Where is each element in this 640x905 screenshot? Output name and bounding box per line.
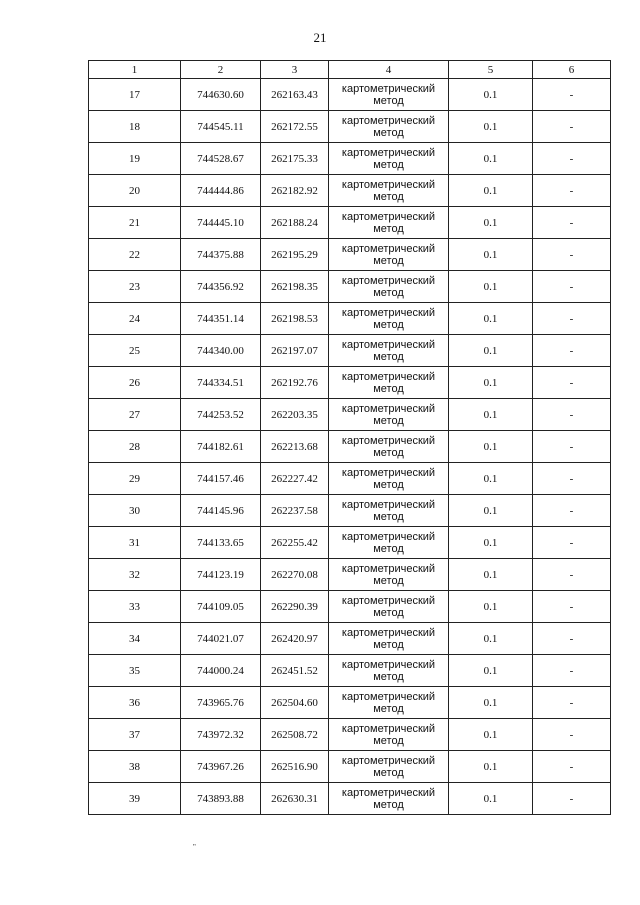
accuracy-cell: 0.1 [449, 79, 533, 111]
method-cell: картометрический метод [329, 399, 449, 431]
x-coordinate-cell: 744351.14 [181, 303, 261, 335]
note-cell: - [533, 527, 611, 559]
point-number-cell: 37 [89, 719, 181, 751]
y-coordinate-cell: 262198.53 [261, 303, 329, 335]
page-number: 21 [313, 30, 327, 45]
accuracy-cell: 0.1 [449, 623, 533, 655]
table-row [89, 399, 611, 431]
method-cell: картометрический метод [329, 623, 449, 655]
note-cell: - [533, 367, 611, 399]
accuracy-cell: 0.1 [449, 591, 533, 623]
note-cell: - [533, 239, 611, 271]
accuracy-cell: 0.1 [449, 239, 533, 271]
y-coordinate-cell: 262197.07 [261, 335, 329, 367]
accuracy-cell: 0.1 [449, 143, 533, 175]
table-row [89, 783, 611, 815]
y-coordinate-cell: 262504.60 [261, 687, 329, 719]
method-cell: картометрический метод [329, 303, 449, 335]
note-cell: - [533, 303, 611, 335]
method-cell: картометрический метод [329, 431, 449, 463]
point-number-cell: 21 [89, 207, 181, 239]
point-number-cell: 32 [89, 559, 181, 591]
accuracy-cell: 0.1 [449, 751, 533, 783]
note-cell: - [533, 687, 611, 719]
table-row [89, 207, 611, 239]
column-header: 3 [261, 61, 329, 79]
table-row [89, 559, 611, 591]
y-coordinate-cell: 262420.97 [261, 623, 329, 655]
note-cell: - [533, 111, 611, 143]
table-row [89, 303, 611, 335]
x-coordinate-cell: 744356.92 [181, 271, 261, 303]
point-number-cell: 31 [89, 527, 181, 559]
method-cell: картометрический метод [329, 239, 449, 271]
y-coordinate-cell: 262451.52 [261, 655, 329, 687]
method-cell: картометрический метод [329, 271, 449, 303]
method-cell: картометрический метод [329, 495, 449, 527]
point-number-cell: 24 [89, 303, 181, 335]
accuracy-cell: 0.1 [449, 175, 533, 207]
note-cell: - [533, 463, 611, 495]
note-cell: - [533, 335, 611, 367]
note-cell: - [533, 175, 611, 207]
note-cell: - [533, 719, 611, 751]
method-cell: картометрический метод [329, 175, 449, 207]
x-coordinate-cell: 744444.86 [181, 175, 261, 207]
point-number-cell: 35 [89, 655, 181, 687]
x-coordinate-cell: 744000.24 [181, 655, 261, 687]
table-body [89, 79, 611, 815]
y-coordinate-cell: 262203.35 [261, 399, 329, 431]
x-coordinate-cell: 744182.61 [181, 431, 261, 463]
method-cell: картометрический метод [329, 559, 449, 591]
method-cell: картометрический метод [329, 111, 449, 143]
accuracy-cell: 0.1 [449, 207, 533, 239]
x-coordinate-cell: 744630.60 [181, 79, 261, 111]
point-number-cell: 25 [89, 335, 181, 367]
accuracy-cell: 0.1 [449, 527, 533, 559]
accuracy-cell: 0.1 [449, 719, 533, 751]
note-cell: - [533, 495, 611, 527]
scan-mark: " [193, 843, 196, 851]
note-cell: - [533, 623, 611, 655]
table-row [89, 175, 611, 207]
y-coordinate-cell: 262255.42 [261, 527, 329, 559]
method-cell: картометрический метод [329, 783, 449, 815]
method-cell: картометрический метод [329, 527, 449, 559]
point-number-cell: 29 [89, 463, 181, 495]
point-number-cell: 39 [89, 783, 181, 815]
table-row [89, 527, 611, 559]
point-number-cell: 36 [89, 687, 181, 719]
y-coordinate-cell: 262508.72 [261, 719, 329, 751]
point-number-cell: 22 [89, 239, 181, 271]
column-header: 1 [89, 61, 181, 79]
y-coordinate-cell: 262195.29 [261, 239, 329, 271]
y-coordinate-cell: 262175.33 [261, 143, 329, 175]
note-cell: - [533, 783, 611, 815]
coordinates-table [88, 60, 611, 815]
point-number-cell: 38 [89, 751, 181, 783]
point-number-cell: 34 [89, 623, 181, 655]
method-cell: картометрический метод [329, 591, 449, 623]
x-coordinate-cell: 744133.65 [181, 527, 261, 559]
point-number-cell: 18 [89, 111, 181, 143]
table-row [89, 495, 611, 527]
y-coordinate-cell: 262227.42 [261, 463, 329, 495]
point-number-cell: 30 [89, 495, 181, 527]
method-cell: картометрический метод [329, 143, 449, 175]
y-coordinate-cell: 262163.43 [261, 79, 329, 111]
table-row [89, 719, 611, 751]
y-coordinate-cell: 262516.90 [261, 751, 329, 783]
table-row [89, 751, 611, 783]
method-cell: картометрический метод [329, 719, 449, 751]
accuracy-cell: 0.1 [449, 431, 533, 463]
table-row [89, 463, 611, 495]
accuracy-cell: 0.1 [449, 463, 533, 495]
accuracy-cell: 0.1 [449, 303, 533, 335]
method-cell: картометрический метод [329, 463, 449, 495]
y-coordinate-cell: 262213.68 [261, 431, 329, 463]
accuracy-cell: 0.1 [449, 111, 533, 143]
table-row [89, 335, 611, 367]
point-number-cell: 26 [89, 367, 181, 399]
column-header: 6 [533, 61, 611, 79]
point-number-cell: 33 [89, 591, 181, 623]
y-coordinate-cell: 262192.76 [261, 367, 329, 399]
y-coordinate-cell: 262237.58 [261, 495, 329, 527]
table-row [89, 79, 611, 111]
note-cell: - [533, 559, 611, 591]
x-coordinate-cell: 744253.52 [181, 399, 261, 431]
method-cell: картометрический метод [329, 335, 449, 367]
column-header: 2 [181, 61, 261, 79]
y-coordinate-cell: 262188.24 [261, 207, 329, 239]
y-coordinate-cell: 262270.08 [261, 559, 329, 591]
method-cell: картометрический метод [329, 367, 449, 399]
table-row [89, 431, 611, 463]
x-coordinate-cell: 744528.67 [181, 143, 261, 175]
note-cell: - [533, 655, 611, 687]
point-number-cell: 28 [89, 431, 181, 463]
accuracy-cell: 0.1 [449, 399, 533, 431]
accuracy-cell: 0.1 [449, 655, 533, 687]
y-coordinate-cell: 262290.39 [261, 591, 329, 623]
x-coordinate-cell: 744157.46 [181, 463, 261, 495]
x-coordinate-cell: 743965.76 [181, 687, 261, 719]
method-cell: картометрический метод [329, 79, 449, 111]
note-cell: - [533, 207, 611, 239]
method-cell: картометрический метод [329, 655, 449, 687]
table-row [89, 655, 611, 687]
table-row [89, 143, 611, 175]
table-row [89, 591, 611, 623]
accuracy-cell: 0.1 [449, 783, 533, 815]
column-header: 5 [449, 61, 533, 79]
method-cell: картометрический метод [329, 751, 449, 783]
point-number-cell: 19 [89, 143, 181, 175]
x-coordinate-cell: 744021.07 [181, 623, 261, 655]
x-coordinate-cell: 744545.11 [181, 111, 261, 143]
accuracy-cell: 0.1 [449, 335, 533, 367]
note-cell: - [533, 399, 611, 431]
table-row [89, 111, 611, 143]
accuracy-cell: 0.1 [449, 271, 533, 303]
table-header-row [89, 61, 611, 79]
y-coordinate-cell: 262182.92 [261, 175, 329, 207]
point-number-cell: 17 [89, 79, 181, 111]
x-coordinate-cell: 743893.88 [181, 783, 261, 815]
x-coordinate-cell: 743967.26 [181, 751, 261, 783]
point-number-cell: 20 [89, 175, 181, 207]
note-cell: - [533, 591, 611, 623]
x-coordinate-cell: 743972.32 [181, 719, 261, 751]
note-cell: - [533, 431, 611, 463]
note-cell: - [533, 143, 611, 175]
point-number-cell: 27 [89, 399, 181, 431]
x-coordinate-cell: 744445.10 [181, 207, 261, 239]
note-cell: - [533, 751, 611, 783]
table-row [89, 623, 611, 655]
table-row [89, 687, 611, 719]
table-row [89, 367, 611, 399]
method-cell: картометрический метод [329, 687, 449, 719]
accuracy-cell: 0.1 [449, 367, 533, 399]
y-coordinate-cell: 262630.31 [261, 783, 329, 815]
method-cell: картометрический метод [329, 207, 449, 239]
x-coordinate-cell: 744145.96 [181, 495, 261, 527]
note-cell: - [533, 79, 611, 111]
table-row [89, 271, 611, 303]
accuracy-cell: 0.1 [449, 687, 533, 719]
column-header: 4 [329, 61, 449, 79]
x-coordinate-cell: 744109.05 [181, 591, 261, 623]
y-coordinate-cell: 262172.55 [261, 111, 329, 143]
x-coordinate-cell: 744375.88 [181, 239, 261, 271]
accuracy-cell: 0.1 [449, 495, 533, 527]
x-coordinate-cell: 744334.51 [181, 367, 261, 399]
accuracy-cell: 0.1 [449, 559, 533, 591]
point-number-cell: 23 [89, 271, 181, 303]
x-coordinate-cell: 744340.00 [181, 335, 261, 367]
table-row [89, 239, 611, 271]
note-cell: - [533, 271, 611, 303]
x-coordinate-cell: 744123.19 [181, 559, 261, 591]
y-coordinate-cell: 262198.35 [261, 271, 329, 303]
